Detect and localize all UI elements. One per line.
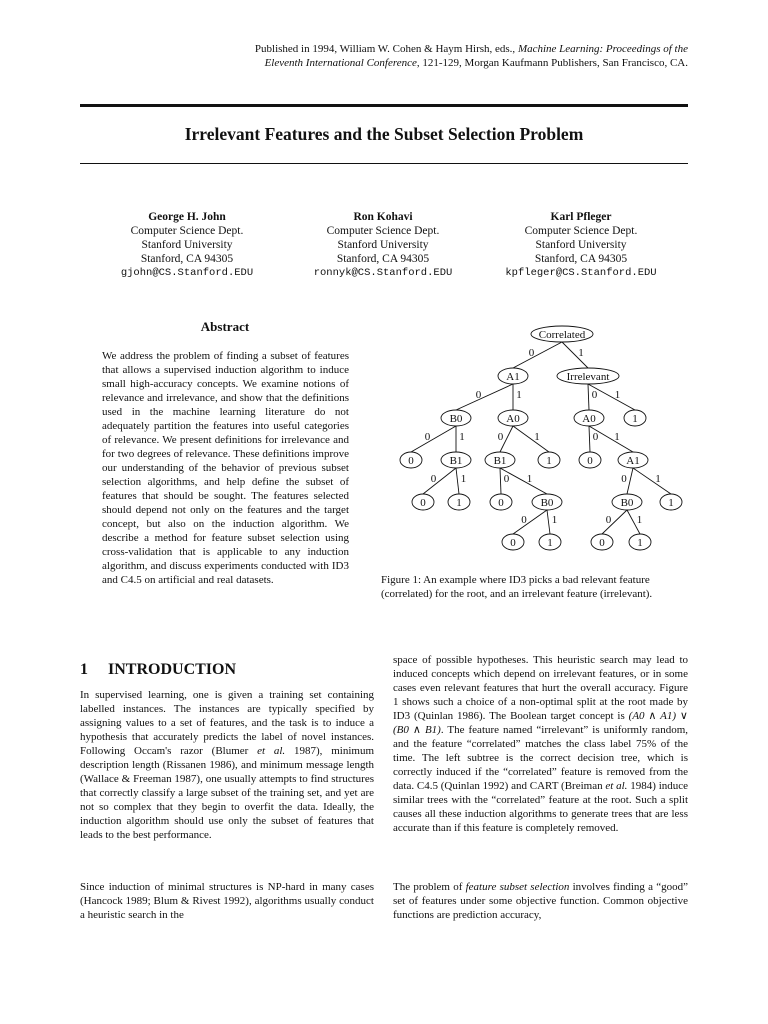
author-address: Stanford, CA 94305 [534, 253, 628, 265]
node-label: 0 [587, 455, 593, 467]
edge-label: 0 [621, 473, 627, 485]
section-heading [80, 661, 236, 679]
text-run: 1987), minimum description length (Rissanen 1986), and minimum message length (Wallace & Freeman 1987), one usually attempts to find structures that correctly classify a large subset of the training set, and yet are not so complex that they begin to overfit the data. Ideally, the induction algorithm should use only the subset of features that leads to the best performance. [80, 745, 374, 841]
author-block [486, 210, 676, 280]
text-run: In supervised learning, one is given a training set containing labelled instances. The instances are typically specified by assigning values to a set of features, and the task is to induce a hypothesis that accurately predicts the label of novel instances. Following Occam's razor (Blumer [80, 689, 374, 757]
node-label: B0 [620, 497, 634, 509]
edge-label: 0 [521, 514, 527, 526]
author-dept: Computer Science Dept. [326, 225, 440, 237]
edge-label: 1 [551, 514, 558, 526]
node-label: 0 [510, 537, 516, 549]
tree-edge [547, 510, 550, 534]
author-name: George H. John [148, 211, 226, 223]
author-dept: Computer Science Dept. [130, 225, 244, 237]
edge-label: 0 [503, 473, 510, 485]
intro-paragraph: Since induction of minimal structures is NP-hard in many cases (Hancock 1989; Blum & Rivest 1992), algorithms usually conduct a heuristic search in the [80, 881, 374, 921]
pub-line1-text: Published in 1994, William W. Cohen & Haym Hirsh, eds., [254, 43, 518, 55]
edge-label: 1 [614, 431, 620, 443]
author-block [288, 210, 478, 280]
tree-edge [588, 384, 589, 410]
edge-label: 0 [430, 473, 437, 485]
node-label: B1 [493, 455, 507, 467]
edge-label: 0 [592, 431, 599, 443]
node-label: A0 [506, 413, 520, 425]
tree-edge [423, 468, 456, 494]
tree-edge [513, 342, 562, 368]
node-label: 0 [408, 455, 414, 467]
node-label: 0 [599, 537, 605, 549]
author-address: Stanford, CA 94305 [336, 253, 430, 265]
node-label: B0 [449, 413, 463, 425]
pub-line1-italic: Machine Learning: Proceedings of the [517, 43, 688, 55]
edge-label: 1 [636, 514, 643, 526]
node-label: 0 [420, 497, 426, 509]
edge-label: 1 [534, 431, 540, 443]
title-rule-bottom [80, 163, 688, 164]
tree-edge [627, 468, 633, 494]
edge-label: 1 [578, 347, 584, 359]
node-label: A0 [582, 413, 596, 425]
edge-label: 0 [424, 431, 431, 443]
text-run: The problem of [393, 881, 466, 893]
author-address: Stanford, CA 94305 [140, 253, 234, 265]
author-univ: Stanford University [141, 239, 233, 251]
edge-label: 0 [475, 389, 482, 401]
edge-label: 0 [605, 514, 612, 526]
abstract-heading: Abstract [200, 319, 250, 334]
tree-edge [513, 510, 547, 534]
section-number: 1 [80, 661, 88, 678]
author-email: kpfleger@CS.Stanford.EDU [505, 267, 657, 279]
tree-edge [562, 342, 588, 368]
pub-line2-text: , 121-129, Morgan Kaufmann Publishers, San Francisco, CA. [416, 57, 688, 69]
edge-label: 1 [516, 389, 522, 401]
node-label: 1 [632, 413, 638, 425]
node-label: Correlated [538, 329, 586, 341]
edge-label: 1 [614, 389, 621, 401]
tree-edge [633, 468, 671, 494]
edge-label: 0 [591, 389, 598, 401]
author-name: Karl Pfleger [550, 211, 612, 223]
edge-label: 1 [655, 473, 661, 485]
author-block [92, 210, 282, 280]
node-label: B0 [540, 497, 554, 509]
edge-label: 0 [497, 431, 504, 443]
node-label: 1 [546, 455, 552, 467]
text-run-italic: et al. [605, 780, 628, 792]
decision-tree-figure [390, 320, 690, 560]
intro-paragraph [80, 688, 374, 842]
paper-title: Irrelevant Features and the Subset Selection Problem [184, 124, 584, 144]
node-label: A1 [506, 371, 520, 383]
text-run: 1984) induce similar trees with the “correlated” feature at the root. Such a split causes all these induction algorithms to generate trees that are less accurate than if this feature is completely removed. [393, 780, 689, 834]
author-univ: Stanford University [535, 239, 627, 251]
text-run: . The feature named “irrelevant” is uniformly random, and the feature “correlated” matches the class label 75% of the time. The left subtree is the correct decision tree, which is correctly induced if the “correlated” feature is removed from the data. C4.5 (Quinlan 1992) and CART (Breiman [393, 724, 688, 792]
node-label: 1 [547, 537, 553, 549]
text-run: involves finding a “good” set of features under some objective function. Common objective functions are prediction accuracy, [393, 881, 688, 921]
tree-edge [411, 426, 456, 452]
node-label: Irrelevant [566, 371, 610, 383]
author-email: ronnyk@CS.Stanford.EDU [313, 267, 453, 279]
author-dept: Computer Science Dept. [524, 225, 638, 237]
node-label: A1 [626, 455, 640, 467]
tree-edge [456, 468, 459, 494]
node-label: 1 [456, 497, 462, 509]
title-rule-top [80, 104, 688, 107]
node-label: 0 [498, 497, 504, 509]
tree-edge [500, 468, 501, 494]
node-label: 1 [637, 537, 643, 549]
body-paragraph [393, 653, 688, 835]
edge-label: 1 [460, 473, 467, 485]
author-name: Ron Kohavi [353, 211, 413, 223]
author-univ: Stanford University [337, 239, 429, 251]
section-title: INTRODUCTION [108, 661, 237, 678]
tree-edge [513, 426, 549, 452]
boolean-formula: (A0 ∧ A1) ∨ (B0 ∧ B1) [393, 710, 688, 736]
node-label: 1 [668, 497, 674, 509]
text-run: space of possible hypotheses. This heuristic search may lead to induced concepts which depend on irrelevant features, or in some cases even relevant features that hurt the overall accuracy. Figure 1 shows such a choice of a non-optimal split at the root made by ID3 (Quinlan 1986). The Boolean target concept is [393, 654, 688, 722]
edge-label: 1 [526, 473, 533, 485]
pub-line2-italic: Eleventh International Conference [264, 57, 417, 69]
abstract-text: We address the problem of finding a subset of features that allows a supervised induction algorithm to induce small high-accuracy concepts. We examine notions of relevance and irrelevance, and show that the definitions used in the machine learning literature do not adequately partition the features into useful categories of relevance. We present definitions for irrelevance and for two degrees of relevance. These definitions improve our understanding of the behavior of previous subset selection algorithms, and help define the subset of features that should be sought. The features selected should depend not only on the features and the target concept, but also on the induction algorithm. We describe a method for feature subset selection using cross-validation that is applicable to any induction algorithm, and discuss experiments conducted with ID3 and C4.5 on artificial and real datasets. [102, 350, 349, 586]
tree-edge [456, 384, 513, 410]
tree-edge [589, 426, 590, 452]
edge-label: 1 [459, 431, 465, 443]
text-run-italic: et al. [257, 745, 286, 757]
edge-label: 0 [528, 347, 535, 359]
body-paragraph [393, 880, 688, 922]
author-email: gjohn@CS.Stanford.EDU [120, 267, 254, 279]
text-run-italic: feature subset selection [465, 881, 570, 893]
node-label: B1 [449, 455, 463, 467]
publication-note [150, 42, 688, 70]
figure-caption: Figure 1: An example where ID3 picks a bad relevant feature (correlated) for the root, and an irrelevant feature (irrelevant). [381, 574, 653, 600]
